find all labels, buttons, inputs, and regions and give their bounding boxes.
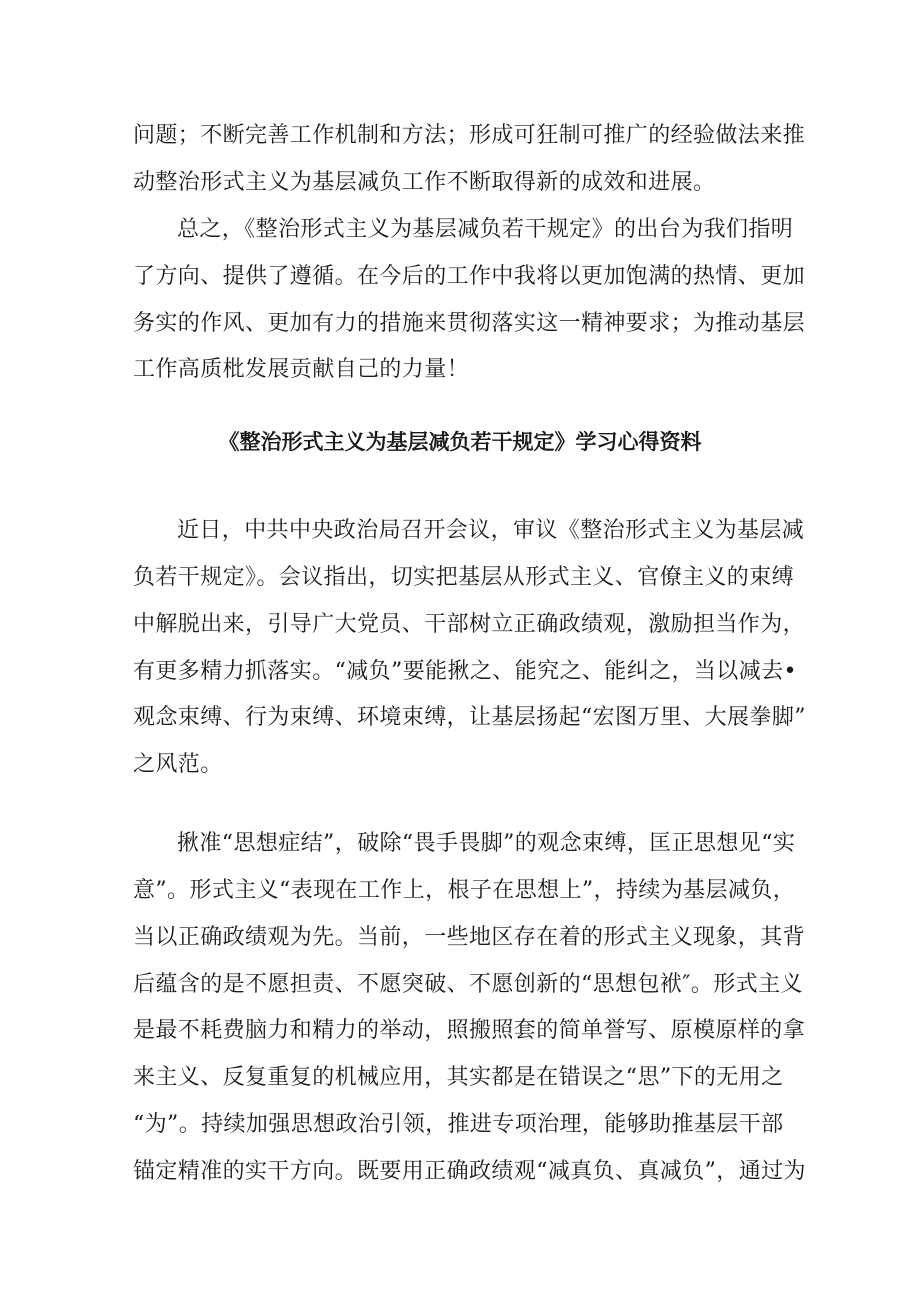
paragraph-3-line-3: 中解脱出来，引导广大党员、干部树立正确政绩观，激励担当作为，	[133, 612, 806, 637]
paragraph-4-line-5: 是最不耗费脑力和精力的举动，照搬照套的简单誉写、原模原样的拿	[133, 1018, 806, 1043]
section-title: 《整治形式主义为基层减负若干规定》学习心得资料	[218, 430, 702, 454]
paragraph-2-line-1: 总之，《整治形式主义为基层减负若干规定》的出台为我们指明	[177, 217, 794, 242]
paragraph-3-line-6: 之风范。	[133, 752, 223, 777]
paragraph-3-line-1: 近日，中共中央政治局召开会议，审议《整治形式主义为基层减	[177, 518, 805, 543]
paragraph-4-line-6: 来主义、反复重复的机械应用，其实都是在错误之“思”下的无用之	[133, 1065, 784, 1090]
paragraph-4-line-7: “为”。持续加强思想政治引领，推进专项治理，能够助推基层干部	[133, 1112, 784, 1137]
paragraph-4-line-1: 揪准“思想症结”，破除“畏手畏脚”的观念束缚，匡正思想见“实	[177, 831, 796, 856]
paragraph-4-line-8: 锚定精准的实干方向。既要用正确政绩观“减真负、真减负”，通过为	[133, 1159, 806, 1184]
paragraph-3-line-5: 观念束缚、行为束缚、环境束缚，让基层扬起“宏图万里、大展拳脚”	[133, 705, 806, 730]
paragraph-2-line-4: 工作高质枇发展贡献自己的力量！	[133, 357, 470, 382]
paragraph-2-line-3: 务实的作风、更加有力的措施来贯彻落实这一精神要求；为推动基层	[133, 311, 806, 336]
paragraph-4-line-3: 当以正确政绩观为先。当前，一些地区存在着的形式主义现象，其背	[133, 925, 806, 950]
paragraph-2-line-2: 了方向、提供了遵循。在今后的工作中我将以更加饱满的热情、更加	[133, 264, 806, 289]
paragraph-4-line-4: 后蕴含的是不愿担责、不愿突破、不愿创新的“思想包袱″。形式主义	[133, 972, 803, 997]
paragraph-1-line-2: 动整治形式主义为基层减负工作不断取得新的成效和进展。	[133, 170, 716, 195]
paragraph-3-line-2: 负若干规定》。会议指出，切实把基层从形式主义、官僚主义的束缚	[133, 565, 795, 590]
paragraph-1-line-1: 问题；不断完善工作机制和方法；形成可狂制可推广的经验做法来推	[133, 123, 806, 148]
paragraph-3-line-4: 有更多精力抓落实。“减负”要能揪之、能究之、能纠之，当以减去•	[133, 659, 797, 684]
paragraph-4-line-2: 意”。形式主义“表现在工作上，根子在思想上”，持续为基层减负，	[133, 878, 796, 903]
